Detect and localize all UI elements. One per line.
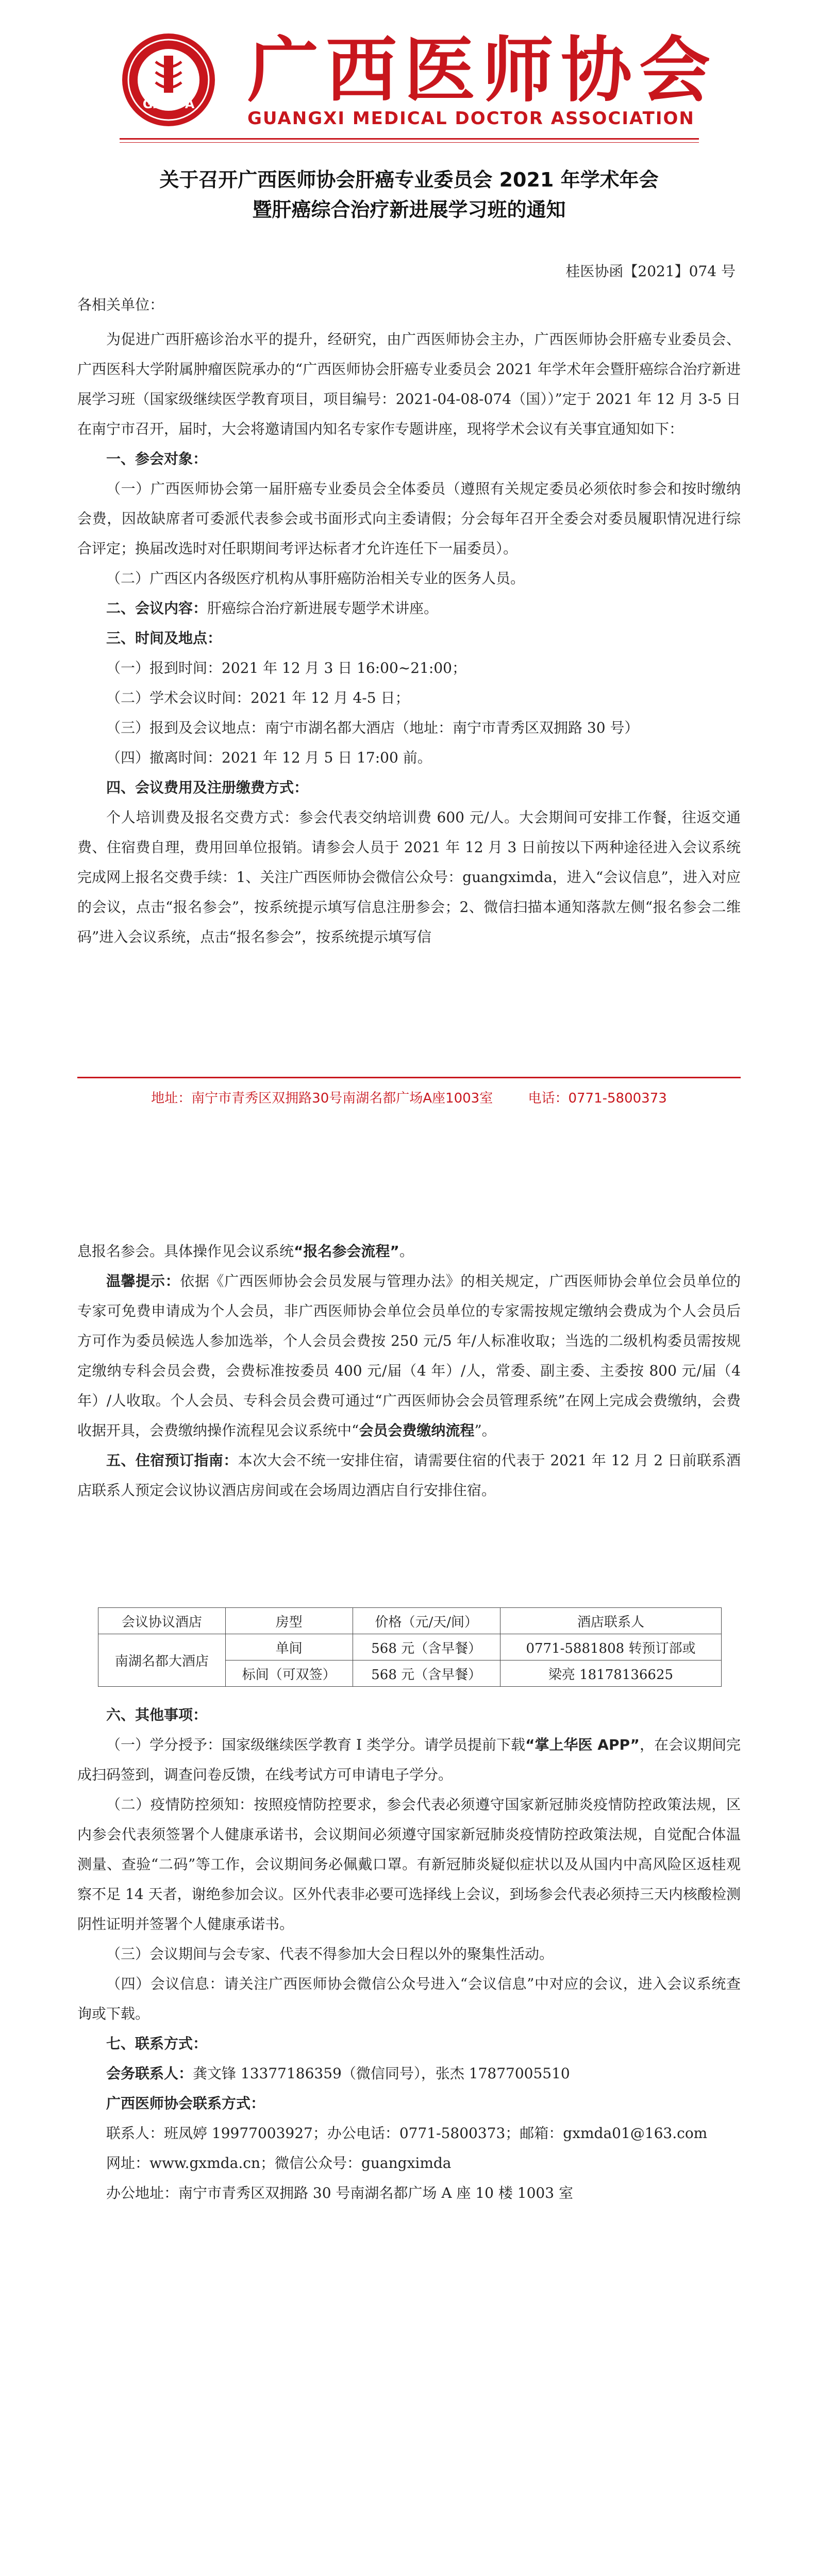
section-item: （二）疫情防控须知：按照疫情防控要求，参会代表必须遵守国家新冠肺炎疫情防控政策法规，区内参会代表须签署个人健康承诺书，会议期间必须遵守国家新冠肺炎疫情防控政策法规，自觉配合体温测量、查验“二码”等工作，会议期间务必佩戴口罩。有新冠肺炎疑似症状以及从国内中高风险区返桂观察不足 14 天者，谢绝参加会议。区外代表非必要可选择线上会议，到场参会代表必须持三天内核酸检测阴性证明并签署个人健康承诺书。 (77, 1796, 741, 1933)
tip-paragraph: 温馨提示：依据《广西医师协会会员发展与管理办法》的相关规定，广西医师协会单位会员单位的专家可免费申请成为个人会员，非广西医师协会单位会员单位的专家需按规定缴纳会费成为个人会员后方可作为委员候选人参加选举，个人会员会费按 250 元/5 年/人标准收取；当选的二级机构委员需按规定缴纳专科会员会费，会费标准按委员 400 元/届（4 年）/人，常委、副主委、主委按 800 元/届（4 年）/人收取。个人会员、专科会员会费可通过“广西医师协会会员管理系统”在网上完成会费缴纳，会费收据开具，会费缴纳操作流程见会议系统中“会员会费缴纳流程”。 (77, 1273, 741, 1439)
section-item: （一）报到时间：2021 年 12 月 3 日 16:00~21:00； (106, 659, 466, 676)
table-header-row (98, 1608, 722, 1634)
title-line-1: 关于召开广西医师协会肝癌专业委员会 2021 年学术年会 (159, 168, 659, 191)
table-cell: 单间 (225, 1634, 353, 1660)
logo-text: GXMDA (142, 97, 195, 111)
section-heading: 四、会议费用及注册缴费方式： (106, 779, 309, 796)
header-divider (120, 138, 699, 140)
association-logo-icon (120, 31, 218, 129)
table-header-cell: 价格（元/天/间） (353, 1608, 500, 1634)
table-cell: 568 元（含早餐） (353, 1634, 500, 1660)
tip-label: 温馨提示： (106, 1273, 180, 1290)
contact-line: 网址：www.gxmda.cn；微信公众号：guangximda (106, 2155, 452, 2172)
org-name-cn: 广西医师协会 (247, 29, 718, 112)
table-header-cell: 会议协议酒店 (98, 1608, 226, 1634)
section-item: （三）会议期间与会专家、代表不得参加大会日程以外的聚集性活动。 (106, 1945, 554, 1962)
section-heading: 七、联系方式： (106, 2035, 208, 2052)
table-cell: 梁亮 18178136625 (500, 1660, 721, 1687)
section-item: （四）会议信息：请关注广西医师协会微信公众号进入“会议信息”中对应的会议，进入会议系统查询或下载。 (77, 1975, 741, 2022)
section-item: （四）撤离时间：2021 年 12 月 5 日 17:00 前。 (106, 749, 432, 766)
section-heading: 六、其他事项： (106, 1706, 208, 1723)
org-name-en: GUANGXI MEDICAL DOCTOR ASSOCIATION (247, 108, 695, 129)
section-heading: 三、时间及地点： (106, 630, 222, 647)
section-heading: 广西医师协会联系方式： (106, 2095, 265, 2112)
section-item: （一）广西医师协会第一届肝癌专业委员会全体委员（遵照有关规定委员必须依时参会和按时缴纳会费，因故缺席者可委派代表参会或书面形式向主委请假；分会每年召开全委会对委员履职情况进行综合评定；换届改选时对任职期间考评达标者才允许连任下一届委员）。 (77, 480, 741, 557)
table-header-cell: 酒店联系人 (500, 1608, 721, 1634)
document-number: 桂医协函【2021】074 号 (565, 263, 736, 280)
lodging-paragraph: 五、住宿预订指南：本次大会不统一安排住宿，请需要住宿的代表于 2021 年 12 月 2 日前联系酒店联系人预定会议协议酒店房间或在会场周边酒店自行安排住宿。 (77, 1452, 741, 1499)
body-page-2 (77, 1236, 741, 1505)
body-page-1 (77, 325, 741, 952)
contact-line: 联系人：班凤婷 19977003927；办公电话：0771-5800373；邮箱：gxmda01@163.com (106, 2125, 708, 2142)
fee-paragraph: 个人培训费及报名交费方式：参会代表交纳培训费 600 元/人。大会期间可安排工作餐，往返交通费、住宿费自理，费用回单位报销。请参会人员于 2021 年 12 月 3 日前按以下两种途径进入会议系统完成网上报名交费手续：1、关注广西医师协会微信公众号：guangximda，进入“会议信息”，进入对应的会议，点击“报名参会”，按系统提示填写信息注册参会；2、微信扫描本通知落款左侧“报名参会二维码”进入会议系统，点击“报名参会”，按系统提示填写信 (77, 809, 741, 945)
title-line-2: 暨肝癌综合治疗新进展学习班的通知 (252, 198, 566, 221)
section-heading-inline: 五、住宿预订指南： (106, 1452, 238, 1469)
document-title (77, 165, 741, 225)
section-heading: 一、参会对象： (106, 450, 208, 467)
table-row (98, 1634, 722, 1660)
section-heading-inline: 二、会议内容： (106, 600, 208, 617)
section-text: 肝癌综合治疗新进展专题学术讲座。 (207, 600, 439, 617)
section-item: （二）广西区内各级医疗机构从事肝癌防治相关专业的医务人员。 (106, 570, 525, 587)
intro-paragraph: 为促进广西肝癌诊治水平的提升，经研究，由广西医师协会主办，广西医师协会肝癌专业委员会、广西医科大学附属肿瘤医院承办的“广西医师协会肝癌专业委员会 2021 年学术年会暨肝癌综合治疗新进展学习班（国家级继续医学教育项目，项目编号：2021-04-08-074（国））”定于 2021 年 12 月 3-5 日在南宁市召开，届时，大会将邀请国内知名专家作专题讲座，现将学术会议有关事宜通知如下： (77, 331, 741, 437)
page-footer (77, 1088, 741, 1109)
header-divider-thin (120, 142, 699, 143)
contact-line: 办公地址：南宁市青秀区双拥路 30 号南湖名都广场 A 座 10 楼 1003 室 (106, 2184, 573, 2201)
table-cell: 0771-5881808 转预订部或 (500, 1634, 721, 1660)
contact-line: 会务联系人：龚文锋 13377186359（微信同号），张杰 17877005510 (106, 2065, 570, 2082)
hotel-name-cell: 南湖名都大酒店 (98, 1634, 226, 1687)
table-header-cell: 房型 (225, 1608, 353, 1634)
hotel-table (98, 1607, 722, 1687)
table-cell: 标间（可双签） (225, 1660, 353, 1687)
table-cell: 568 元（含早餐） (353, 1660, 500, 1687)
section-item: （二）学术会议时间：2021 年 12 月 4-5 日； (106, 689, 410, 706)
body-page-2-cont (77, 1700, 741, 2208)
section-item: （一）学分授予：国家级继续医学教育 I 类学分。请学员提前下载“掌上华医 APP”，在会议期间完成扫码签到，调查问卷反馈，在线考试方可申请电子学分。 (77, 1736, 741, 1783)
footer-divider (77, 1077, 741, 1078)
greeting: 各相关单位： (77, 296, 164, 313)
section-line (77, 594, 741, 623)
fee-paragraph-cont: 息报名参会。具体操作见会议系统“报名参会流程”。 (77, 1243, 414, 1260)
footer-phone: 电话：0771-5800373 (528, 1091, 667, 1106)
footer-address: 地址：南宁市青秀区双拥路30号南湖名都广场A座1003室 (151, 1091, 493, 1106)
section-item: （三）报到及会议地点：南宁市湖名都大酒店（地址：南宁市青秀区双拥路 30 号） (106, 719, 639, 736)
